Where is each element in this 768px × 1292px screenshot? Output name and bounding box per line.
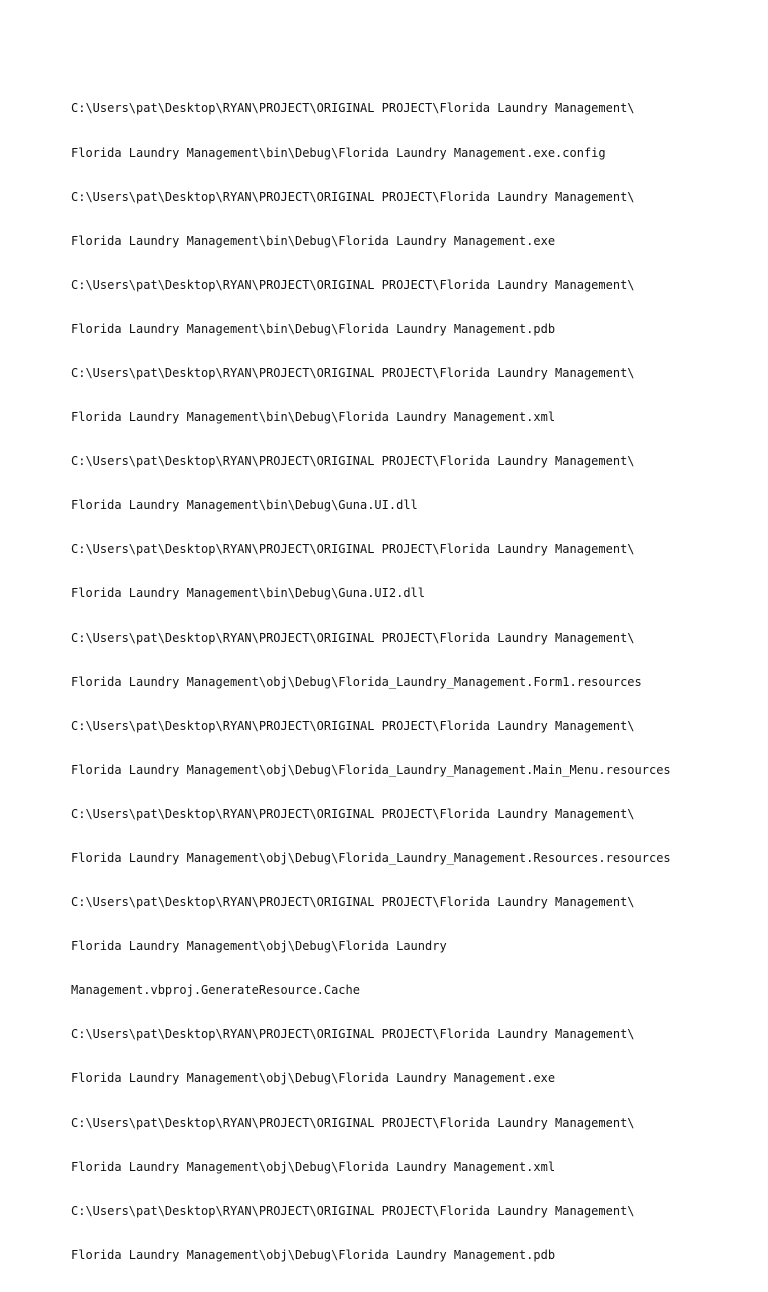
file-path-line: C:\Users\pat\Desktop\RYAN\PROJECT\ORIGINAL PROJECT\Florida Laundry Management\ [71, 1203, 635, 1218]
file-path-line: Florida Laundry Management\obj\Debug\Florida_Laundry_Management.Form1.resources [71, 674, 642, 689]
file-path-line: Florida Laundry Management\bin\Debug\Florida Laundry Management.pdb [71, 321, 556, 336]
file-path-line: C:\Users\pat\Desktop\RYAN\PROJECT\ORIGINAL PROJECT\Florida Laundry Management\ [71, 895, 635, 910]
file-path-line: Florida Laundry Management\obj\Debug\Florida Laundry Management.exe [71, 1071, 556, 1086]
file-path-line: C:\Users\pat\Desktop\RYAN\PROJECT\ORIGINAL PROJECT\Florida Laundry Management\ [71, 454, 635, 469]
file-path-line: C:\Users\pat\Desktop\RYAN\PROJECT\ORIGINAL PROJECT\Florida Laundry Management\ [71, 806, 635, 821]
file-path-line: Management.vbproj.GenerateResource.Cache [71, 983, 360, 998]
file-path-line: Florida Laundry Management\bin\Debug\Florida Laundry Management.exe [71, 233, 556, 248]
file-path-line: C:\Users\pat\Desktop\RYAN\PROJECT\ORIGINAL PROJECT\Florida Laundry Management\ [71, 542, 635, 557]
file-path-line: C:\Users\pat\Desktop\RYAN\PROJECT\ORIGINAL PROJECT\Florida Laundry Management\ [71, 365, 635, 380]
file-path-line: Florida Laundry Management\obj\Debug\Florida Laundry Management.pdb [71, 1247, 556, 1262]
file-path-line: Florida Laundry Management\bin\Debug\Guna.UI.dll [71, 498, 418, 513]
file-path-line: C:\Users\pat\Desktop\RYAN\PROJECT\ORIGINAL PROJECT\Florida Laundry Management\ [71, 101, 635, 116]
file-path-line: Florida Laundry Management\bin\Debug\Florida Laundry Management.xml [71, 410, 556, 425]
file-path-line: Florida Laundry Management\obj\Debug\Florida Laundry Management.xml [71, 1159, 556, 1174]
file-path-line: C:\Users\pat\Desktop\RYAN\PROJECT\ORIGINAL PROJECT\Florida Laundry Management\ [71, 189, 635, 204]
file-path-line: C:\Users\pat\Desktop\RYAN\PROJECT\ORIGINAL PROJECT\Florida Laundry Management\ [71, 630, 635, 645]
file-path-line: Florida Laundry Management\obj\Debug\Florida_Laundry_Management.Resources.resources [71, 851, 671, 865]
file-path-line: C:\Users\pat\Desktop\RYAN\PROJECT\ORIGINAL PROJECT\Florida Laundry Management\ [71, 1027, 635, 1042]
file-path-line: Florida Laundry Management\bin\Debug\Guna.UI2.dll [71, 586, 426, 601]
file-path-line: Florida Laundry Management\obj\Debug\Florida_Laundry_Management.Main_Menu.resources [71, 762, 671, 777]
file-path-line: Florida Laundry Management\obj\Debug\Florida Laundry [71, 939, 447, 954]
file-path-line: Florida Laundry Management\bin\Debug\Florida Laundry Management.exe.config [71, 145, 606, 160]
file-path-line: C:\Users\pat\Desktop\RYAN\PROJECT\ORIGINAL PROJECT\Florida Laundry Management\ [71, 277, 635, 292]
file-path-line: C:\Users\pat\Desktop\RYAN\PROJECT\ORIGINAL PROJECT\Florida Laundry Management\ [71, 718, 635, 733]
file-path-line: C:\Users\pat\Desktop\RYAN\PROJECT\ORIGINAL PROJECT\Florida Laundry Management\ [71, 1115, 635, 1130]
file-path-list [71, 72, 761, 1292]
